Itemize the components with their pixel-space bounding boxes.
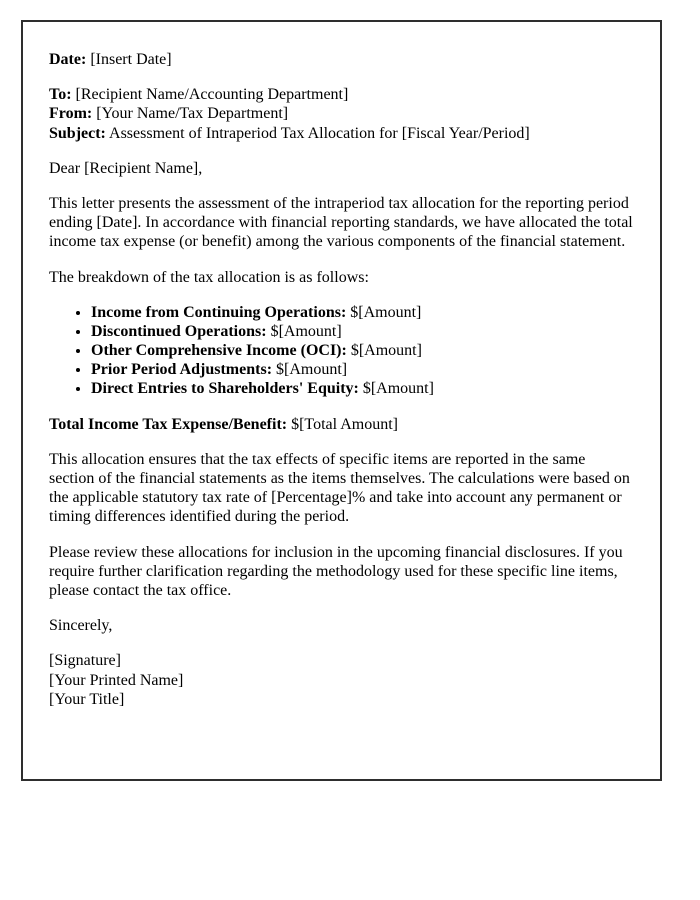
review-paragraph: Please review these allocations for inclusion in the upcoming financial disclosures. If you require further clarification regarding the methodology used for these specific line items, please contact the tax office. [49,543,623,599]
allocation-note-paragraph: This allocation ensures that the tax effects of specific items are reported in the same section of the financial statements as the items themselves. The calculations were based on the applicable statutory tax rate of [Percentage]% and take into account any permanent or timing differences identified during the period. [49,450,630,526]
allocation-value: $[Amount] [276,361,348,379]
allocation-value: $[Amount] [350,342,422,360]
total-label: Total Income Tax Expense/Benefit: [49,415,288,433]
printed-name-line: [Your Printed Name] [49,671,184,689]
subject-label: Subject: [49,124,106,142]
allocation-item [91,303,634,322]
allocation-list [49,303,634,399]
allocation-value: $[Amount] [362,380,434,398]
signature-block [49,651,634,709]
signature-line: [Signature] [49,652,121,670]
from-value: [Your Name/Tax Department] [96,105,289,123]
allocation-label: Prior Period Adjustments: [91,361,273,379]
letter-document [21,20,662,781]
allocation-value: $[Amount] [270,322,342,340]
recipient-block [49,85,634,143]
allocation-label: Discontinued Operations: [91,322,267,340]
allocation-label: Direct Entries to Shareholders' Equity: [91,380,359,398]
allocation-value: $[Amount] [350,303,422,321]
subject-value: Assessment of Intraperiod Tax Allocation for [Fiscal Year/Period] [109,124,530,142]
to-value: [Recipient Name/Accounting Department] [75,86,349,104]
allocation-item [91,379,634,398]
date-value: [Insert Date] [90,51,172,68]
from-label: From: [49,105,93,123]
allocation-label: Other Comprehensive Income (OCI): [91,342,347,360]
allocation-item [91,360,634,379]
total-line [49,415,634,434]
intro-paragraph: This letter presents the assessment of the intraperiod tax allocation for the reporting period ending [Date]. In accordance with financial reporting standards, we have allocated the total income tax expense (or benefit) among the various components of the financial statement. [49,194,633,251]
salutation: Dear [Recipient Name], [49,159,203,177]
allocation-item [91,322,634,341]
closing: Sincerely, [49,617,113,635]
title-line: [Your Title] [49,690,125,708]
allocation-label: Income from Continuing Operations: [91,303,347,321]
to-label: To: [49,86,72,104]
breakdown-intro: The breakdown of the tax allocation is as follows: [49,268,369,286]
date-line [49,50,634,69]
total-value: $[Total Amount] [291,415,398,433]
date-label: Date: [49,51,87,68]
allocation-item [91,341,634,360]
